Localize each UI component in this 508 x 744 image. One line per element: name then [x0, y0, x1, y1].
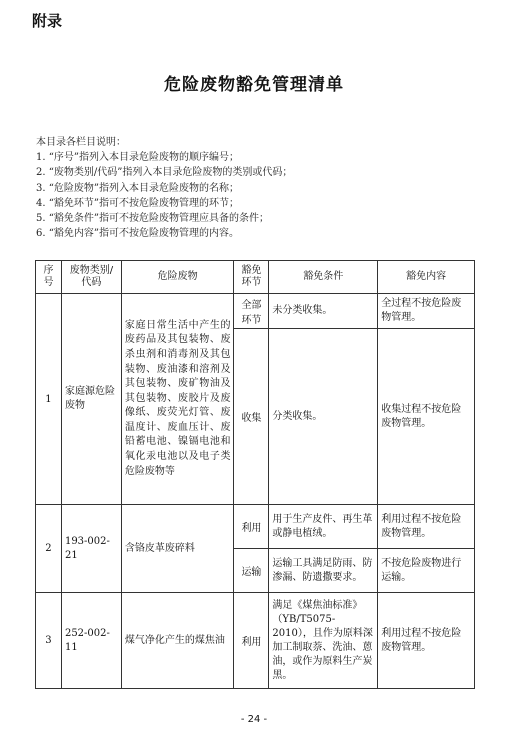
cell-content: 收集过程不按危险废物管理。	[378, 329, 475, 505]
note-line: 1. “序号”指列入本目录危险废物的顺序编号；	[36, 152, 239, 164]
header-no: 序号	[36, 261, 62, 294]
cell-stage: 运输	[234, 549, 269, 593]
appendix-label: 附录	[32, 12, 63, 30]
cell-content: 不按危险废物进行运输。	[378, 549, 475, 593]
cell-stage: 利用	[234, 505, 269, 549]
note-line: 6. “豁免内容”指可不按危险废物管理的内容。	[36, 228, 239, 240]
table-row	[36, 294, 475, 329]
note-line: 5. “豁免条件”指可不按危险废物管理应具备的条件；	[36, 213, 269, 225]
cell-content: 全过程不按危险废物管理。	[378, 294, 475, 329]
note-line: 本目录各栏目说明：	[36, 137, 126, 148]
page-title: 危险废物豁免管理清单	[164, 75, 344, 95]
cell-code: 家庭源危险废物	[61, 294, 121, 505]
cell-waste: 含铬皮革废碎料	[121, 505, 234, 593]
cell-no: 3	[36, 593, 62, 689]
cell-waste: 煤气净化产生的煤焦油	[121, 593, 234, 689]
note-line: 3. “危险废物”指列入本目录危险废物的名称；	[36, 182, 239, 194]
cell-condition: 用于生产皮件、再生革或静电植绒。	[269, 505, 378, 549]
note-line: 4. “豁免环节”指可不按危险废物管理的环节；	[36, 197, 239, 209]
cell-no: 1	[36, 294, 62, 505]
header-code: 废物类别/代码	[61, 261, 121, 294]
table-header-row	[36, 261, 475, 294]
cell-stage: 收集	[234, 329, 269, 505]
header-condition: 豁免条件	[269, 261, 378, 294]
cell-code: 193-002-21	[61, 505, 121, 593]
header-waste: 危险废物	[121, 261, 234, 294]
cell-condition: 分类收集。	[269, 329, 378, 505]
cell-stage: 利用	[234, 593, 269, 689]
table-row	[36, 593, 475, 689]
cell-waste: 家庭日常生活中产生的废药品及其包装物、废杀虫剂和消毒剂及其包装物、废油漆和溶剂及其包装物、废矿物油及其包装物、废胶片及废像纸、废荧光灯管、废温度计、废血压计、废铅蓄电池、镍镉电池和氧化汞电池以及电子类危险废物等	[121, 294, 234, 505]
page-number: - 24 -	[240, 714, 268, 725]
header-content: 豁免内容	[378, 261, 475, 294]
cell-stage: 全部环节	[234, 294, 269, 329]
exemption-table	[35, 260, 475, 689]
table-row	[36, 505, 475, 549]
note-line: 2. “废物类别/代码”指列入本目录危险废物的类别或代码；	[36, 167, 293, 179]
header-stage: 豁免环节	[234, 261, 269, 294]
notes-block	[36, 135, 292, 241]
cell-condition: 满足《煤焦油标准》（YB/T5075-2010），且作为原料深加工制取萘、洗油、蒽油，或作为原料生产炭黑。	[269, 593, 378, 689]
cell-content: 利用过程不按危险废物管理。	[378, 593, 475, 689]
cell-no: 2	[36, 505, 62, 593]
cell-condition: 未分类收集。	[269, 294, 378, 329]
cell-content: 利用过程不按危险废物管理。	[378, 505, 475, 549]
cell-code: 252-002-11	[61, 593, 121, 689]
cell-condition: 运输工具满足防雨、防渗漏、防遗撒要求。	[269, 549, 378, 593]
